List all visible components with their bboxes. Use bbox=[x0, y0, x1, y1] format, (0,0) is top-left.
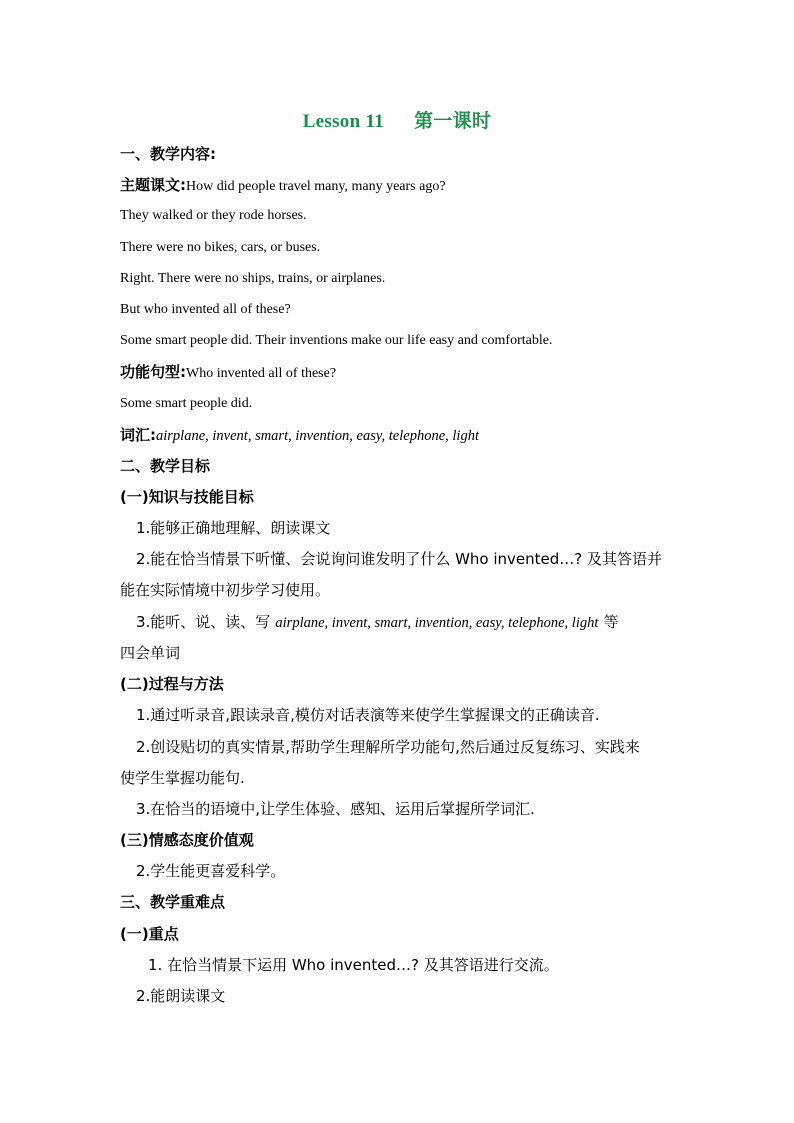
section2-sub1-heading: (一)知识与技能目标 bbox=[120, 488, 254, 506]
method-item: 3.在恰当的语境中,让学生体验、感知、运用后掌握所学词汇. bbox=[136, 800, 535, 818]
function-label: 功能句型: bbox=[120, 363, 186, 381]
goal-item: 1.能够正确地理解、朗读课文 bbox=[136, 519, 331, 537]
goal-item-words: airplane, invent, smart, invention, easy, telephone, light bbox=[275, 615, 599, 631]
section2-sub3-heading: (三)情感态度价值观 bbox=[120, 831, 254, 849]
function-line: Who invented all of these? bbox=[186, 366, 337, 381]
function-first-line bbox=[120, 361, 680, 385]
method-item-continued: 使学生掌握功能句. bbox=[120, 769, 245, 787]
section2-heading: 二、教学目标 bbox=[120, 457, 211, 475]
goal-item bbox=[136, 611, 696, 634]
section3-heading: 三、教学重难点 bbox=[120, 893, 226, 911]
lesson-title bbox=[0, 106, 794, 133]
section1-heading: 一、教学内容: bbox=[120, 145, 216, 163]
keypoint-item: 2.能朗读课文 bbox=[136, 987, 226, 1005]
section2-sub2-heading: (二)过程与方法 bbox=[120, 675, 224, 693]
goal-item-continued: 能在实际情境中初步学习使用。 bbox=[120, 581, 331, 599]
goal-item-suffix: 等 bbox=[603, 613, 619, 631]
section3-sub1-heading: (一)重点 bbox=[120, 925, 179, 943]
text-first-line bbox=[120, 174, 680, 198]
text-line: But who invented all of these? bbox=[120, 302, 291, 317]
vocab-words: airplane, invent, smart, invention, easy, telephone, light bbox=[156, 428, 479, 444]
method-item: 2.创设贴切的真实情景,帮助学生理解所学功能句,然后通过反复练习、实践来 bbox=[136, 738, 640, 756]
attitude-item: 2.学生能更喜爱科学。 bbox=[136, 862, 286, 880]
goal-item-continued: 四会单词 bbox=[120, 644, 181, 662]
vocab-label: 词汇: bbox=[120, 426, 156, 444]
text-line: There were no bikes, cars, or buses. bbox=[120, 240, 321, 255]
text-label: 主题课文: bbox=[120, 176, 186, 194]
method-item: 1.通过听录音,跟读录音,模仿对话表演等来使学生掌握课文的正确读音. bbox=[136, 706, 600, 724]
function-line: Some smart people did. bbox=[120, 396, 253, 411]
keypoint-item: 1. 在恰当情景下运用 Who invented…? 及其答语进行交流。 bbox=[148, 956, 559, 974]
text-line: Right. There were no ships, trains, or airplanes. bbox=[120, 271, 386, 286]
text-line: How did people travel many, many years ago? bbox=[186, 179, 446, 194]
text-line: They walked or they rode horses. bbox=[120, 208, 307, 223]
goal-item: 2.能在恰当情景下听懂、会说询问谁发明了什么 Who invented…? 及其答语并 bbox=[136, 550, 663, 568]
vocab-line bbox=[120, 424, 680, 447]
lesson-period: 第一课时 bbox=[414, 111, 492, 132]
lesson-number: Lesson 11 bbox=[302, 111, 385, 132]
goal-item-prefix: 3.能听、说、读、写 bbox=[136, 613, 271, 631]
text-line: Some smart people did. Their inventions make our life easy and comfortable. bbox=[120, 333, 553, 348]
